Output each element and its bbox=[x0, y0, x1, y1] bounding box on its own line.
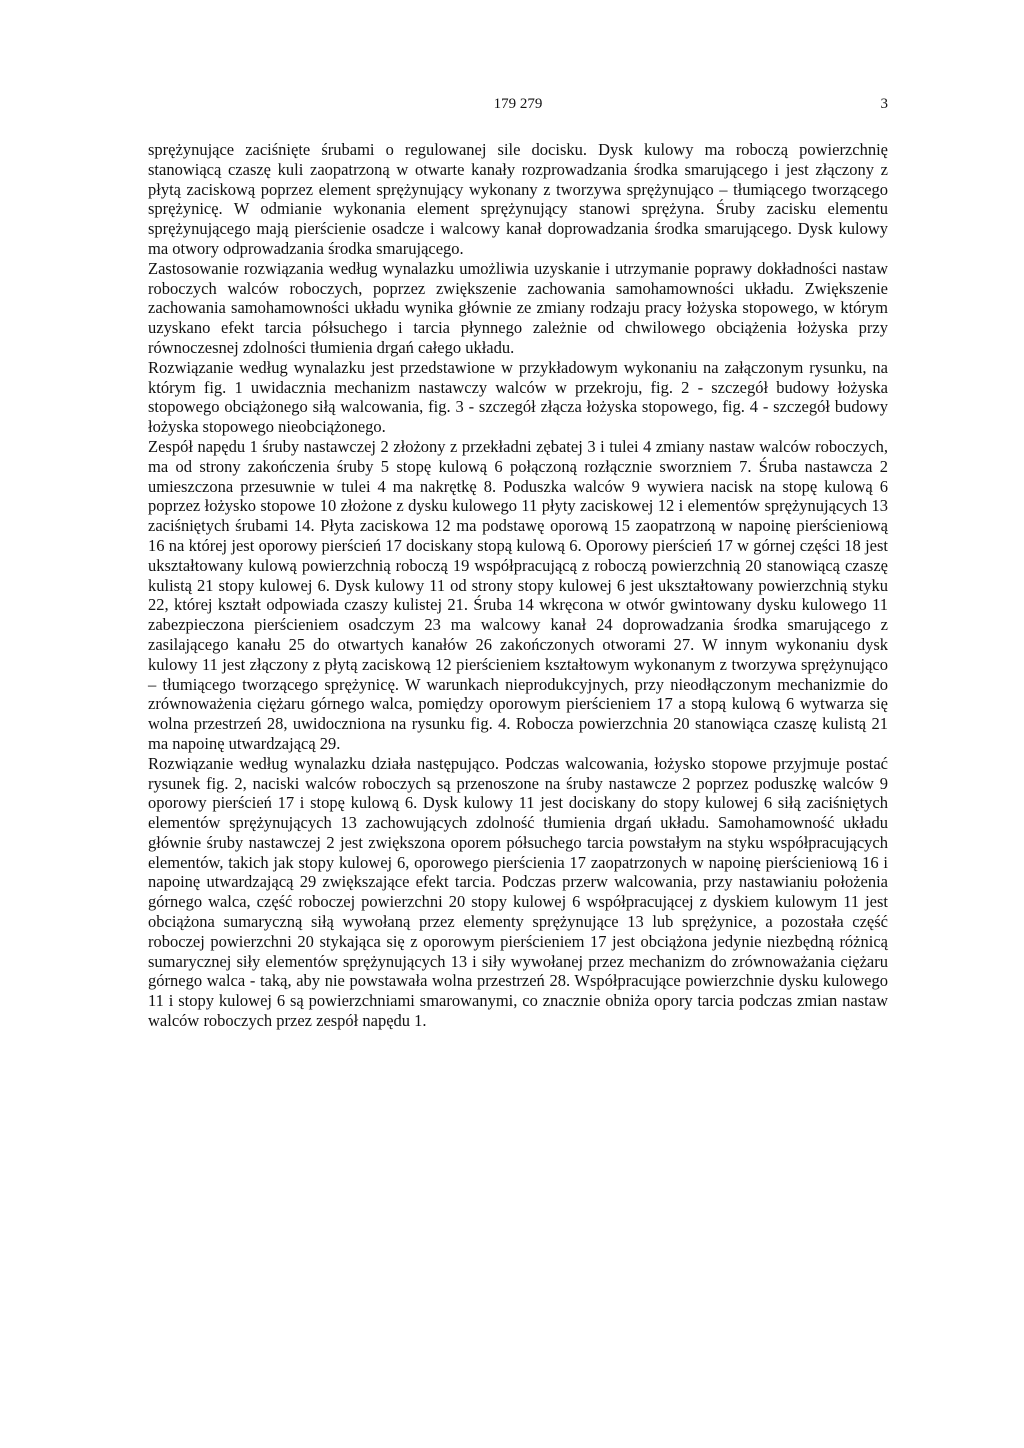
paragraph-1: sprężynujące zaciśnięte śrubami o regulowanej sile docisku. Dysk kulowy ma roboczą powierzchnię stanowiącą czaszę kuli zaopatrzoną w otwarte kanały rozprowadzania środka smarującego i jest złączony z płytą zaciskową poprzez element sprężynujący wykonany z tworzywa sprężynująco – tłumiącego tworzącego sprężynicę. W odmianie wykonania element sprężynujący stanowi sprężyna. Śruby zacisku elementu sprężynującego mają pierścienie osadcze i walcowy kanał doprowadzania środka smarującego. Dysk kulowy ma otwory odprowadzania środka smarującego. bbox=[148, 140, 888, 258]
paragraph-2: Zastosowanie rozwiązania według wynalazku umożliwia uzyskanie i utrzymanie poprawy dokładności nastaw roboczych walców roboczych, poprzez zwiększenie zachowania samohamowności układu. Zwiększenie zachowania samohamowności układu wynika głównie ze zmiany rodzaju pracy łożyska stopowego, w którym uzyskano efekt tarcia półsuchego i tarcia płynnego zależnie od chwilowego obciążenia łożyska przy równoczesnej zdolności tłumienia drgań całego układu. bbox=[148, 258, 888, 357]
page-header bbox=[148, 96, 888, 120]
paragraph-4: Zespół napędu 1 śruby nastawczej 2 złożony z przekładni zębatej 3 i tulei 4 zmiany nastaw walców roboczych, ma od strony zakończenia śruby 5 stopę kulową 6 połączoną rozłącznie sworzniem 7. Śruba nastawcza 2 umieszczona przesuwnie w tulei 4 ma nakrętkę 8. Poduszka walców 9 wywiera nacisk na stopę kulową 6 poprzez łożysko stopowe 10 złożone z dysku kulowego 11 płyty zaciskowej 12 i elementów sprężynujących 13 zaciśniętych śrubami 14. Płyta zaciskowa 12 ma podstawę oporową 15 zaopatrzoną w napoinę pierścieniową 16 na której jest oporowy pierścień 17 dociskany stopą kulową 6. Oporowy pierścień 17 w górnej części 18 jest ukształtowany kulową powierzchnią roboczą 19 współpracującą z roboczą powierzchnią 20 stanowiącą czaszę kulistą 21 stopy kulowej 6. Dysk kulowy 11 od strony stopy kulowej 6 jest ukształtowany powierzchnią styku 22, której kształt odpowiada czaszy kulistej 21. Śruba 14 wkręcona w otwór gwintowany dysku kulowego 11 zabezpieczona pierścieniem osadczym 23 ma walcowy kanał 24 doprowadzania środka smarującego z zasilającego kanału 25 do otwartych kanałów 26 zakończonych otworami 27. W innym wykonaniu dysk kulowy 11 jest złączony z płytą zaciskową 12 pierścieniem kształtowym wykonanym z tworzywa sprężynująco – tłumiącego tworzącego sprężynicę. W warunkach nieprodukcyjnych, przy nieodłączonym mechanizmie do zrównoważenia ciężaru górnego walca, pomiędzy oporowym pierścieniem 17 a stopą kulową 6 wytwarza się wolna przestrzeń 28, uwidoczniona na rysunku fig. 4. Robocza powierzchnia 20 stanowiąca czaszę kulistą 21 ma napoinę utwardzającą 29. bbox=[148, 436, 888, 753]
page-number: 3 bbox=[880, 96, 888, 112]
patent-number: 179 279 bbox=[493, 96, 543, 112]
document-body bbox=[148, 140, 888, 1031]
paragraph-5: Rozwiązanie według wynalazku działa następująco. Podczas walcowania, łożysko stopowe przyjmuje postać rysunek fig. 2, naciski walców roboczych są przenoszone na śruby nastawcze 2 poprzez poduszkę walców 9 oporowy pierścień 17 i stopę kulową 6. Dysk kulowy 11 jest dociskany do stopy kulowej 6 siłą zaciśniętych elementów sprężynujących 13 zachowujących zdolność tłumienia drgań układu. Samohamowność układu głównie śruby nastawczej 2 jest zwiększona oporem półsuchego tarcia powstałym na styku współpracujących elementów, takich jak stopy kulowej 6, oporowego pierścienia 17 zaopatrzonych w napoinę pierścieniową 16 i napoinę utwardzającą 29 zwiększające efekt tarcia. Podczas przerw walcowania, przy nastawianiu położenia górnego walca, część roboczej powierzchni 20 stopy kulowej 6 współpracującej z dyskiem kulowym 11 jest obciążona sumaryczną siłą wywołaną przez elementy sprężynujące 13 lub sprężynice, a pozostała część roboczej powierzchni 20 stykająca się z oporowym pierścieniem 17 jest obciążona jedynie niezbędną różnicą sumarycznej siły elementów sprężynujących 13 i siły wywołanej przez mechanizm do zrównoważania ciężaru górnego walca - taką, aby nie powstawała wolna przestrzeń 28. Współpracujące powierzchnie dysku kulowego 11 i stopy kulowej 6 są powierzchniami smarowanymi, co znacznie obniża opory tarcia podczas zmian nastaw walców roboczych przez zespół napędu 1. bbox=[148, 753, 888, 1031]
paragraph-3: Rozwiązanie według wynalazku jest przedstawione w przykładowym wykonaniu na załączonym rysunku, na którym fig. 1 uwidacznia mechanizm nastawczy walców w przekroju, fig. 2 - szczegół budowy łożyska stopowego obciążonego siłą walcowania, fig. 3 - szczegół złącza łożyska stopowego, fig. 4 - szczegół budowy łożyska stopowego nieobciążonego. bbox=[148, 357, 888, 437]
